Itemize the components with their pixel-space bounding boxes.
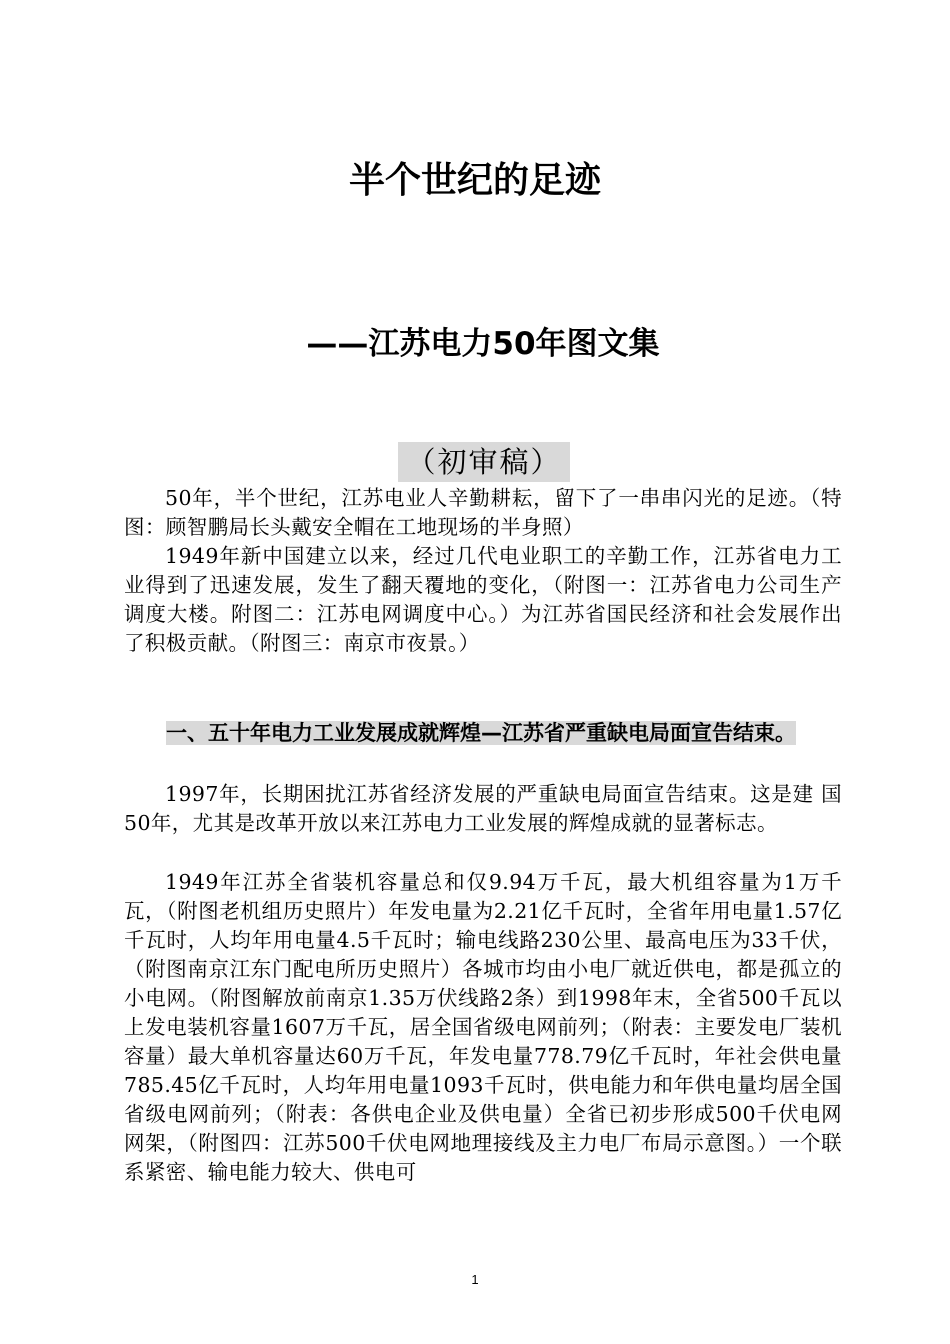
document-title: 半个世纪的足迹 — [348, 160, 601, 201]
document-subtitle: ——江苏电力50年图文集 — [306, 326, 660, 362]
intro-paragraph-2: 1949年新中国建立以来，经过几代电业职工的辛勤工作，江苏省电力工业得到了迅速发展，发生了翻天覆地的变化，（附图一：江苏省电力公司生产调度大楼。附图二：江苏电网调度中心。）为江苏省国民经济和社会发展作出了积极贡献。（附图三：南京市夜景。） — [124, 544, 842, 655]
section-paragraph-1: 1997年，长期困扰江苏省经济发展的严重缺电局面宣告结束。这是建 国50年，尤其是改革开放以来江苏电力工业发展的辉煌成就的显著标志。 — [124, 782, 842, 835]
section-heading-text: 一、五十年电力工业发展成就辉煌—江苏省严重缺电局面宣告结束。 — [166, 721, 796, 745]
page-number: 1 — [471, 1272, 479, 1287]
intro-paragraph-1: 50年，半个世纪，江苏电业人辛勤耕耘，留下了一串串闪光的足迹。（特图：顾智鹏局长头戴安全帽在工地现场的半身照） — [124, 486, 842, 539]
section-paragraph-2: 1949年江苏全省装机容量总和仅9.94万千瓦，最大机组容量为1万千瓦，（附图老机组历史照片）年发电量为2.21亿千瓦时，全省年用电量1.57亿千瓦时，人均年用电量4.5千瓦时；输电线路230公里、最高电压为33千伏，（附图南京江东门配电所历史照片）各城市均由小电厂就近供电，都是孤立的小电网。（附图解放前南京1.35万伏线路2条）到1998年末，全省500千瓦以上发电装机容量1607万千瓦，居全国省级电网前列；（附表：主要发电厂装机容量）最大单机容量达60万千瓦，年发电量778.79亿千瓦时，年社会供电量785.45亿千瓦时，人均年用电量1093千瓦时，供电能力和年供电量均居全国省级电网前列；（附表：各供电企业及供电量）全省已初步形成500千伏电网网架，（附图四：江苏500千伏电网地理接线及主力电厂布局示意图。）一个联系紧密、输电能力较大、供电可 — [124, 870, 842, 1184]
draft-label: （初审稿） — [398, 442, 570, 482]
section-heading — [124, 706, 842, 760]
